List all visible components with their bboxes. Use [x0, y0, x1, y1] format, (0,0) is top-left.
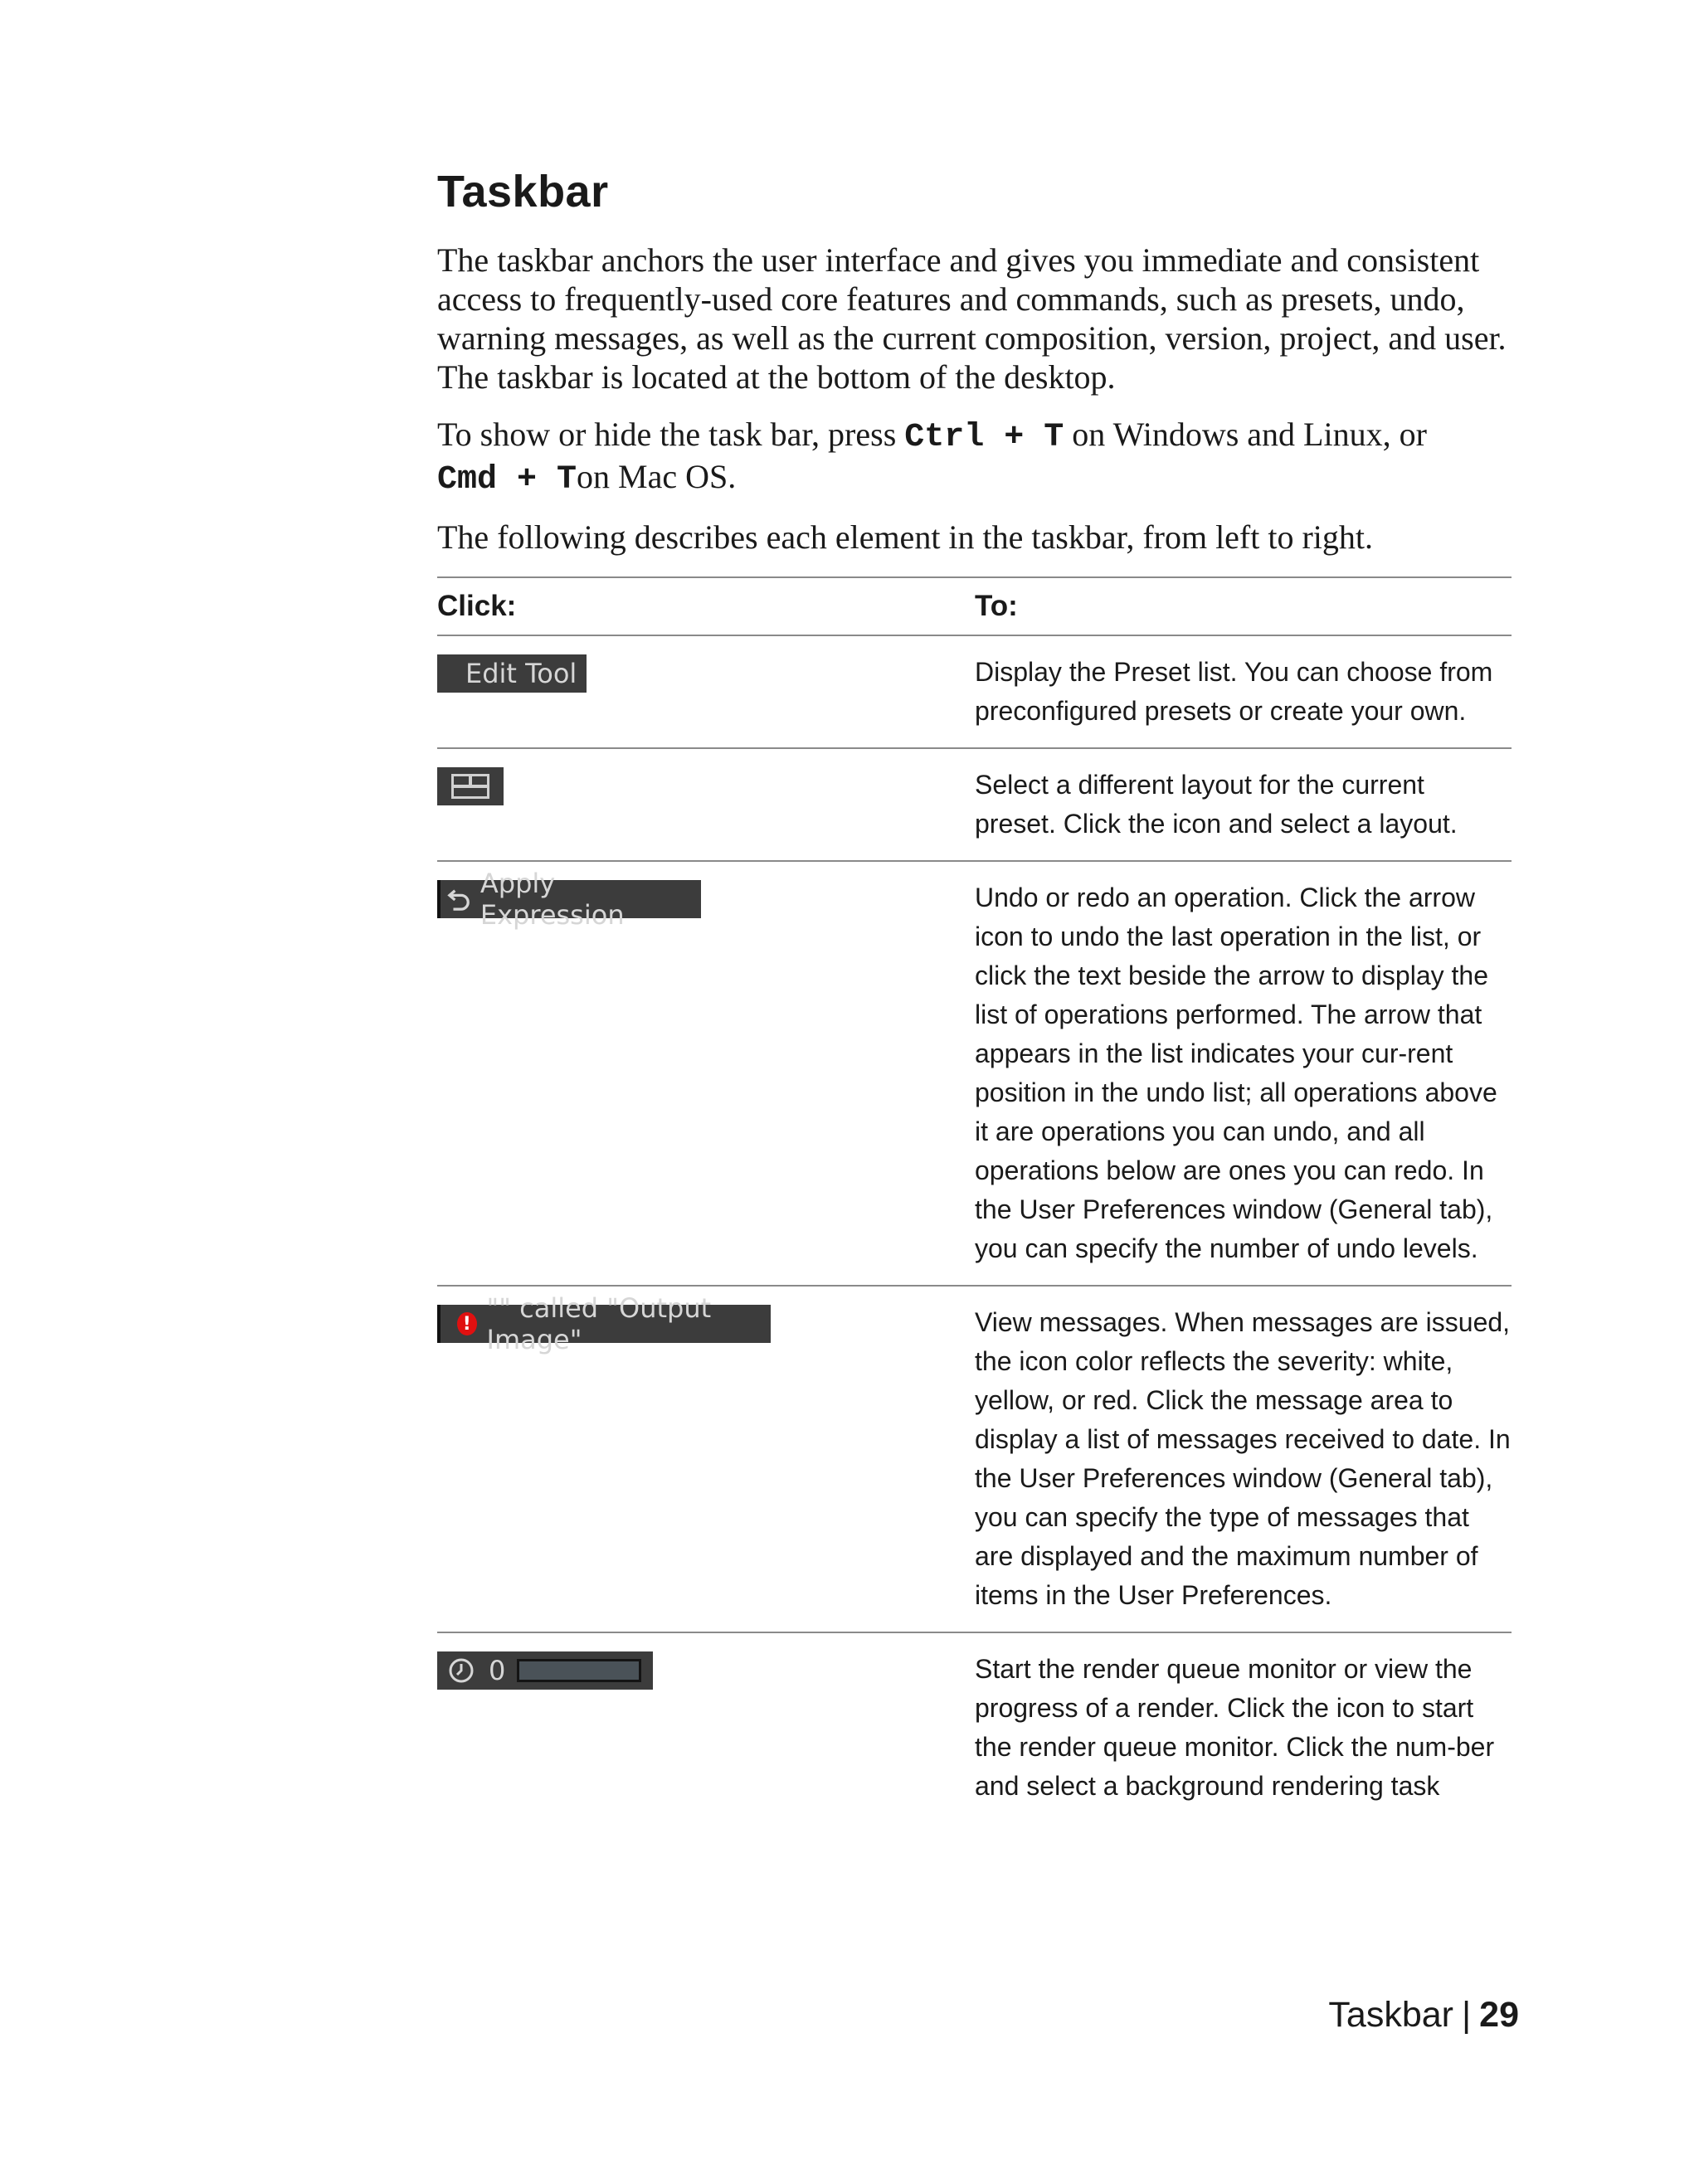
taskbar-elements-table — [437, 576, 1512, 1822]
row-description: Select a different layout for the current preset. Click the icon and select a layout. — [975, 770, 1458, 839]
render-queue-widget — [437, 1651, 653, 1690]
error-icon: ! — [457, 1312, 477, 1335]
row-description: Undo or redo an operation. Click the arrow icon to undo the last operation in the list, or click the text beside the arrow to display the list of operations performed. The arrow that appears in the list indicates your cur-rent position in the undo list; all operations above it are operations you can undo, and all operations below are ones you can redo. In the User Preferences window (General tab), you can specify the number of undo levels. — [975, 883, 1497, 1263]
intro-paragraph: The taskbar anchors the user interface and gives you immediate and consistent access to frequently-used core features and commands, such as presets, undo, warning messages, as well as the current composition, version, project, and user. The taskbar is located at the bottom of the desktop. — [437, 241, 1507, 396]
layout-grid-icon — [450, 772, 491, 800]
row-description: Display the Preset list. You can choose from preconfigured presets or create your own. — [975, 657, 1493, 726]
page-content — [437, 166, 1516, 1822]
shortcut-mid: on Windows and Linux, or — [1064, 416, 1427, 453]
table-row — [437, 862, 1512, 1287]
table-row — [437, 749, 1512, 862]
shortcut-key-mac: Cmd + T — [437, 461, 577, 499]
message-area[interactable] — [437, 1292, 771, 1355]
table-row — [437, 636, 1512, 749]
table-header — [437, 576, 1512, 636]
undo-button[interactable] — [437, 868, 701, 931]
row-description: Start the render queue monitor or view the progress of a render. Click the icon to start the render queue monitor. Click the num-ber and select a background rendering task — [975, 1654, 1495, 1801]
row-description: View messages. When messages are issued, the icon color reflects the severity: white, yellow, or red. Click the message area to display a list of messages received to date. In the User Preferences window (General tab), you can specify the type of messages that are displayed and the maximum number of items in the User Preferences. — [975, 1307, 1511, 1610]
render-progress-bar — [517, 1659, 641, 1682]
header-to: To: — [975, 590, 1018, 622]
footer-section: Taskbar — [1328, 1995, 1453, 2035]
edit-tool-button[interactable]: Edit Tool — [437, 654, 587, 693]
lead-paragraph: The following describes each element in the taskbar, from left to right. — [437, 518, 1374, 556]
clock-icon[interactable] — [447, 1656, 475, 1685]
section-title: Taskbar — [437, 167, 609, 216]
header-click: Click: — [437, 590, 517, 622]
shortcut-key-windows: Ctrl + T — [904, 419, 1064, 456]
render-task-count[interactable]: 0 — [489, 1655, 506, 1686]
page-footer — [1328, 1995, 1519, 2036]
shortcut-paragraph — [437, 415, 1516, 499]
table-row — [437, 1633, 1512, 1822]
shortcut-post: on Mac OS. — [577, 458, 737, 495]
undo-arrow-icon — [447, 885, 472, 913]
undo-label: Apply Expression — [480, 868, 625, 931]
message-text: "" called "Output Image" — [486, 1292, 712, 1355]
page-number: 29 — [1479, 1995, 1519, 2035]
layout-button[interactable] — [437, 767, 504, 805]
footer-separator: | — [1461, 1995, 1472, 2035]
shortcut-pre: To show or hide the task bar, press — [437, 416, 905, 453]
table-row — [437, 1287, 1512, 1633]
